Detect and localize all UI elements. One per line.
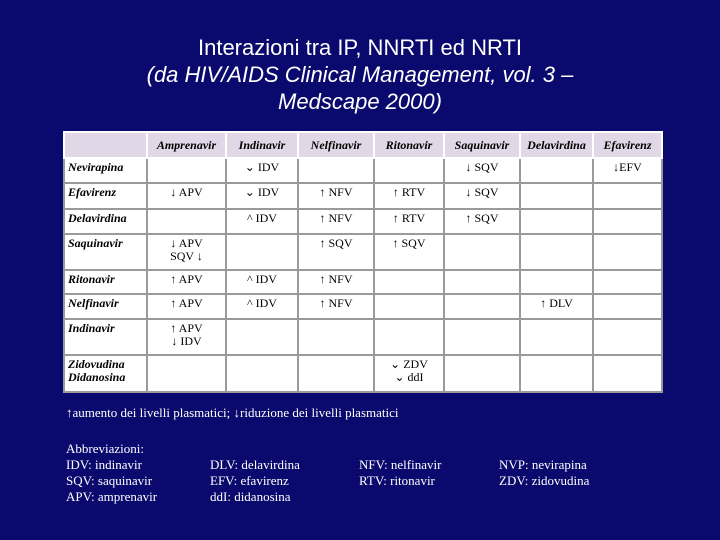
table-cell: ↑ NFV [298, 183, 374, 208]
column-header: Delavirdina [520, 132, 593, 158]
table-row [64, 270, 662, 293]
table-cell [374, 158, 444, 183]
table-row [64, 183, 662, 208]
table-cell [147, 158, 226, 183]
table-cell [593, 183, 662, 208]
table-cell [520, 234, 593, 270]
table-cell [298, 319, 374, 355]
table-cell [593, 209, 662, 234]
table-cell [147, 355, 226, 392]
column-header: Ritonavir [374, 132, 444, 158]
table-cell: ↓ APV [147, 183, 226, 208]
table-cell [226, 319, 298, 355]
abbr-item: RTV: ritonavir [359, 473, 435, 488]
column-header: Indinavir [226, 132, 298, 158]
table-row [64, 294, 662, 319]
table-cell [374, 270, 444, 293]
abbr-item: NVP: nevirapina [499, 457, 587, 472]
row-header: Indinavir [64, 319, 147, 355]
column-header: Efavirenz [593, 132, 662, 158]
abbreviations-col-1 [66, 441, 157, 505]
table-cell [593, 234, 662, 270]
abbr-item: NFV: nelfinavir [359, 457, 442, 472]
table-cell [298, 158, 374, 183]
abbreviations-col-2 [210, 457, 300, 505]
table-cell: ↓ SQV [444, 183, 520, 208]
table-cell: ⌄ IDV [226, 158, 298, 183]
table-cell [520, 355, 593, 392]
table-cell [444, 234, 520, 270]
table-cell [444, 319, 520, 355]
table-cell [444, 294, 520, 319]
row-header: Zidovudina Didanosina [64, 355, 147, 392]
row-header: Nelfinavir [64, 294, 147, 319]
table-cell [374, 294, 444, 319]
table-row [64, 234, 662, 270]
slide-title [0, 34, 720, 115]
table-cell: ↓EFV [593, 158, 662, 183]
table-cell: ⌄ ZDV ⌄ ddI [374, 355, 444, 392]
table-cell: ↑ DLV [520, 294, 593, 319]
table-cell: ↑ APV [147, 294, 226, 319]
abbr-item: APV: amprenavir [66, 489, 158, 504]
table-cell [520, 319, 593, 355]
table-row [64, 319, 662, 355]
title-line-2: (da HIV/AIDS Clinical Management, vol. 3 – [146, 62, 574, 87]
table-cell: ↓ SQV [444, 158, 520, 183]
table-row [64, 209, 662, 234]
abbr-item: ZDV: zidovudina [499, 473, 590, 488]
table-cell [593, 294, 662, 319]
abbr-item: SQV: saquinavir [66, 473, 153, 488]
row-header: Delavirdina [64, 209, 147, 234]
row-header: Nevirapina [64, 158, 147, 183]
table-cell: ↑ APV ↓ IDV [147, 319, 226, 355]
table-cell [444, 355, 520, 392]
table-row [64, 355, 662, 392]
table-cell: ↑ NFV [298, 270, 374, 293]
table-cell [520, 158, 593, 183]
title-line-3: Medscape 2000) [278, 89, 442, 114]
abbr-item: EFV: efavirenz [210, 473, 289, 488]
table-cell: ↑ NFV [298, 209, 374, 234]
table-cell [444, 270, 520, 293]
table-cell [593, 355, 662, 392]
table-cell: ↑ NFV [298, 294, 374, 319]
abbreviations-col-3 [359, 457, 441, 489]
table-cell [374, 319, 444, 355]
table-cell: ↑ SQV [298, 234, 374, 270]
table-cell: ⌄ IDV [226, 183, 298, 208]
interactions-table [63, 131, 663, 393]
row-header: Ritonavir [64, 270, 147, 293]
table-cell [593, 319, 662, 355]
table-cell [520, 270, 593, 293]
table-row [64, 158, 662, 183]
abbr-item: ddI: didanosina [210, 489, 291, 504]
table-cell [593, 270, 662, 293]
column-header: Saquinavir [444, 132, 520, 158]
table-cell [298, 355, 374, 392]
header-corner [64, 132, 147, 158]
table-cell: ↓ APV SQV ↓ [147, 234, 226, 270]
table-header-row [64, 132, 662, 158]
legend-note: ↑aumento dei livelli plasmatici; ↓riduzione dei livelli plasmatici [66, 405, 399, 420]
table-cell [226, 355, 298, 392]
table-cell: ↑ RTV [374, 183, 444, 208]
row-header: Efavirenz [64, 183, 147, 208]
table-cell: ↑ APV [147, 270, 226, 293]
table-cell: ↑ SQV [374, 234, 444, 270]
title-line-1: Interazioni tra IP, NNRTI ed NRTI [197, 35, 523, 60]
table-cell: ^ IDV [226, 209, 298, 234]
table-cell: ^ IDV [226, 270, 298, 293]
table-cell [520, 209, 593, 234]
abbr-item: IDV: indinavir [66, 457, 142, 472]
abbr-heading: Abbreviazioni: [66, 441, 144, 456]
table-cell: ↑ RTV [374, 209, 444, 234]
abbreviations-col-4 [499, 457, 589, 489]
row-header: Saquinavir [64, 234, 147, 270]
table-cell: ↑ SQV [444, 209, 520, 234]
column-header: Nelfinavir [298, 132, 374, 158]
table-cell [226, 234, 298, 270]
column-header: Amprenavir [147, 132, 226, 158]
table-cell: ^ IDV [226, 294, 298, 319]
table-cell [147, 209, 226, 234]
abbr-item: DLV: delavirdina [210, 457, 300, 472]
table-cell [520, 183, 593, 208]
